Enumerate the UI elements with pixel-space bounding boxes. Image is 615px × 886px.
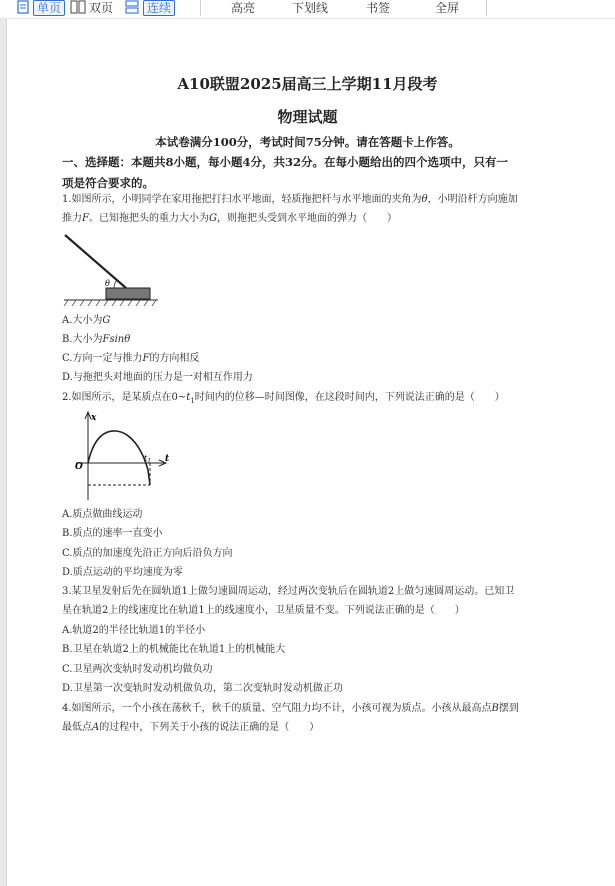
single-page-label: 单页	[33, 0, 65, 16]
mop-head	[106, 288, 150, 299]
bookmark-button[interactable]	[366, 0, 390, 16]
bookmark-label: 书签	[366, 1, 391, 15]
highlight-label: 高亮	[231, 1, 256, 15]
toolbar-divider-right	[486, 0, 487, 16]
subject-title: 物理试题	[277, 108, 338, 126]
fullscreen-button[interactable]	[435, 0, 459, 16]
double-page-icon	[70, 0, 86, 17]
underline-button[interactable]	[292, 0, 328, 16]
q1-option-c: C.方向一定与推力F的方向相反	[62, 353, 200, 364]
floor-hatching	[64, 300, 156, 306]
section-heading	[62, 152, 562, 194]
x-axis-label: x	[91, 413, 97, 423]
mop-figure	[62, 230, 162, 308]
continuous-label: 连续	[143, 0, 175, 16]
continuous-button[interactable]	[124, 0, 175, 16]
exam-title: A10联盟2025届高三上学期11月段考	[177, 75, 438, 93]
q3-stem-line2: 星在轨道2上的线速度比在轨道1上的线速度小，卫星质量不变。下列说法正确的是（ ）	[62, 605, 465, 616]
xt-curve	[88, 431, 150, 485]
origin-label: O	[75, 462, 83, 472]
q1-option-d: D.与拖把头对地面的压力是一对相互作用力	[62, 372, 253, 383]
q2-stem: 2.如图所示，是某质点在$0\sim t_1$时间内的位移—时间图像，在这段时间内，下列说法正确的是（ ）	[62, 392, 505, 405]
exam-note: 本试卷满分100分，考试时间75分钟。请在答题卡上作答。	[155, 135, 460, 149]
q1-stem-line2: 推力F。已知拖把头的重力大小为G，则拖把头受到水平地面的弹力（ ）	[62, 213, 397, 224]
continuous-icon	[124, 0, 140, 17]
double-page-button[interactable]	[70, 0, 113, 16]
t-axis-label: t	[165, 454, 170, 464]
q2-option-a: A.质点做曲线运动	[62, 509, 143, 520]
double-page-label: 双页	[89, 1, 114, 15]
viewer-toolbar	[0, 0, 615, 19]
q3-stem-line1: 3.某卫星发射后先在圆轨道1上做匀速圆周运动，经过两次变轨后在圆轨道2上做匀速圆周运动。已知卫	[62, 586, 515, 597]
q4-stem-line2: 最低点A的过程中，下列关于小孩的说法正确的是（ ）	[62, 722, 320, 733]
q3-option-d: D.卫星第一次变轨时发动机做负功，第二次变轨时发动机做正功	[62, 683, 343, 694]
toolbar-divider	[200, 0, 201, 16]
q1-option-b: B.大小为Fsinθ	[62, 334, 131, 345]
section-heading-line2: 项是符合要求的。	[62, 176, 154, 190]
q3-option-a: A.轨道2的半径比轨道1的半径小	[62, 625, 206, 636]
q1-option-a: A.大小为G	[62, 315, 111, 326]
single-page-icon	[16, 0, 30, 17]
t1-label: $t_1$	[144, 454, 152, 465]
single-page-button[interactable]	[16, 0, 65, 16]
q3-option-b: B.卫星在轨道2上的机械能比在轨道1上的机械能大	[62, 644, 286, 655]
q1-stem-line1: 1.如图所示，小明同学在家用拖把打扫水平地面，轻质拖把杆与水平地面的夹角为θ，小明沿杆方向施加	[62, 194, 518, 205]
q2-option-c: C.质点的加速度先沿正方向后沿负方向	[62, 548, 233, 559]
q3-option-c: C.卫星两次变轨时发动机均做负功	[62, 664, 213, 675]
fullscreen-label: 全屏	[435, 1, 460, 15]
q4-stem-line1: 4.如图所示，一个小孩在荡秋千，秋千的质量、空气阻力均不计，小孩可视为质点。小孩从最高点B摆到	[62, 703, 519, 714]
q2-option-b: B.质点的速率一直变小	[62, 528, 163, 539]
underline-label: 下划线	[292, 1, 329, 15]
q2-option-d: D.质点运动的平均速度为零	[62, 567, 183, 578]
xt-graph	[64, 410, 172, 504]
highlight-button[interactable]	[231, 0, 255, 16]
section-heading-line1: 一、选择题：本题共8小题，每小题4分，共32分。在每小题给出的四个选项中，只有一	[62, 155, 509, 169]
angle-label: θ	[105, 279, 110, 288]
